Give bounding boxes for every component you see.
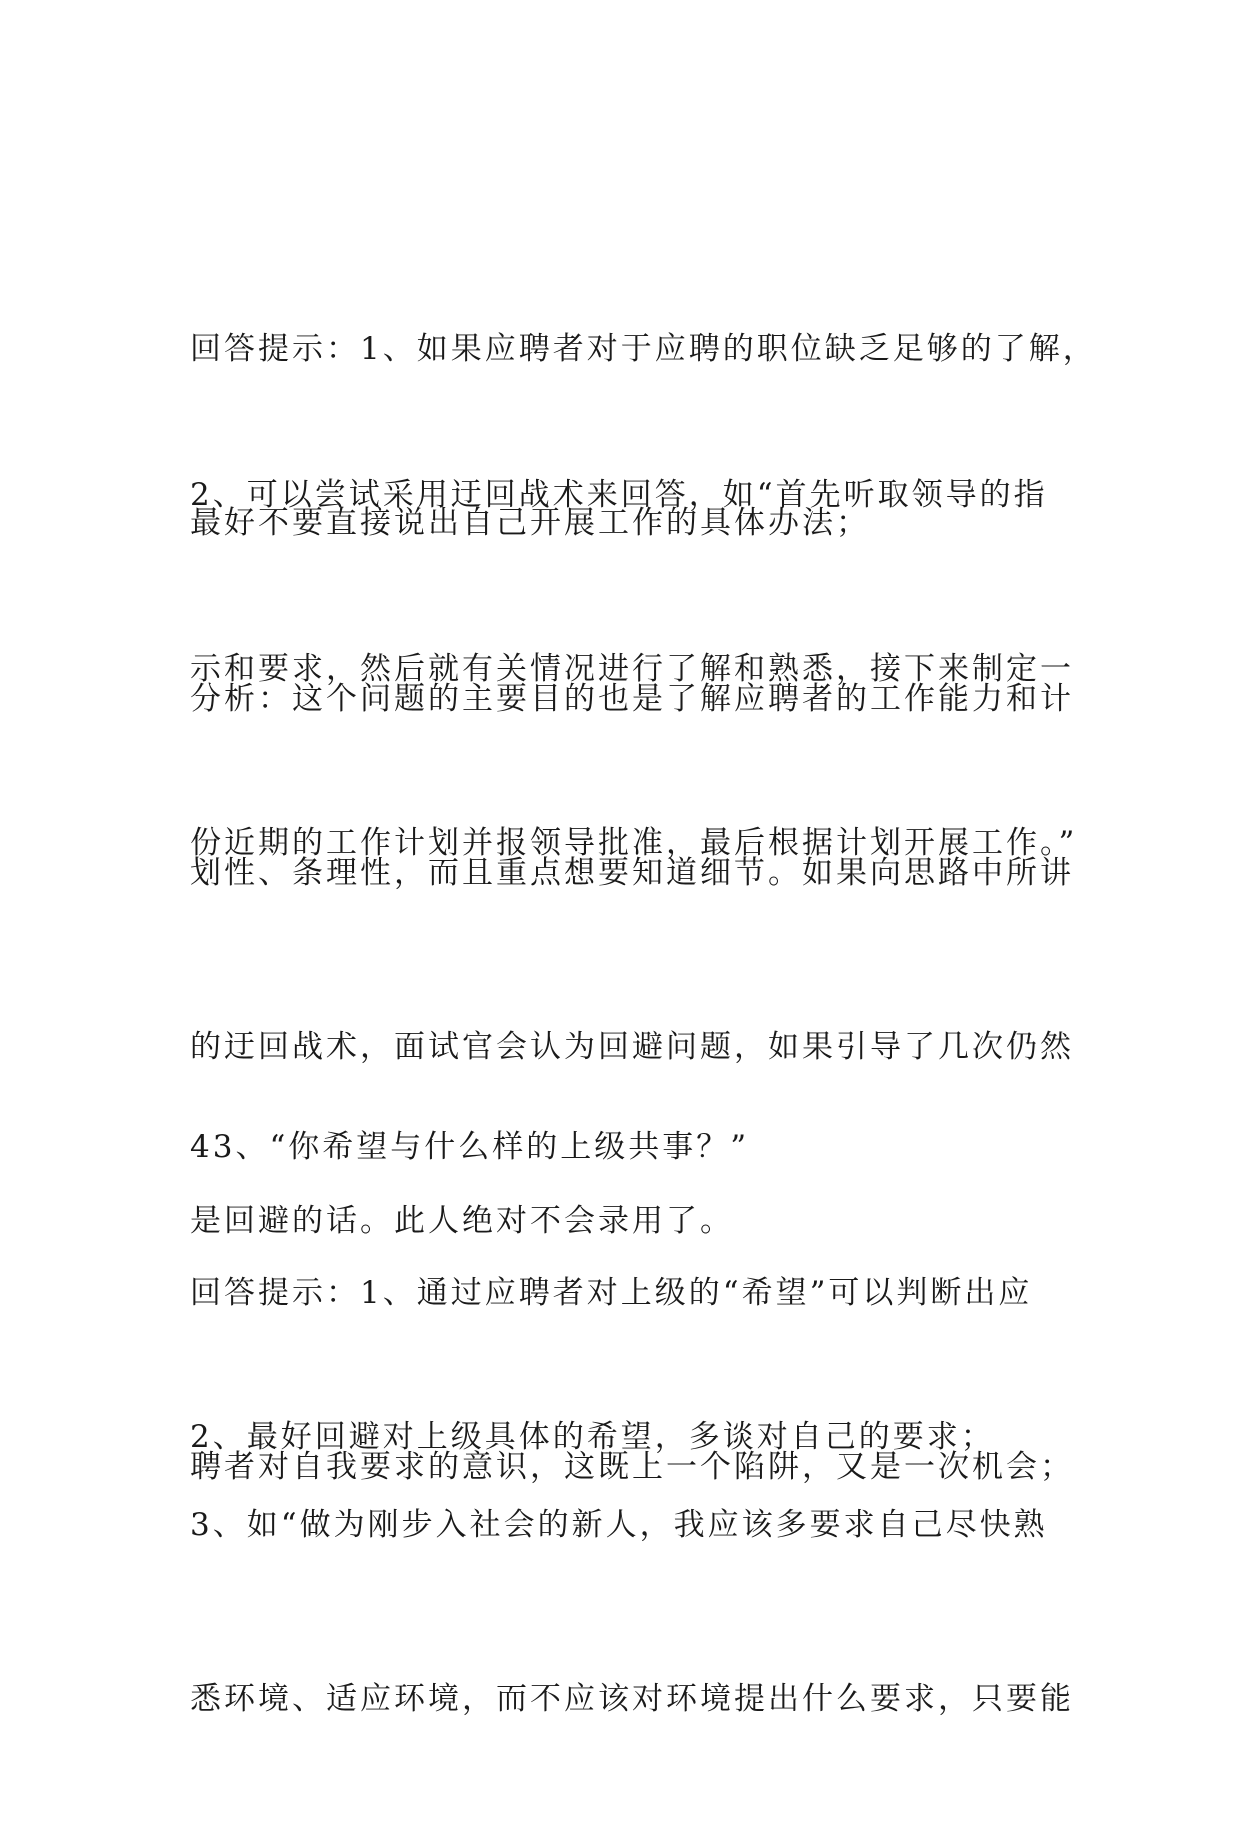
text-line: 聘者对自我要求的意识，这既上一个陷阱，又是一次机会； [190,1449,1074,1485]
text-line: 是回避的话。此人绝对不会录用了。 [190,1203,734,1239]
text-line: 示和要求，然后就有关情况进行了解和熟悉，接下来制定一 [190,651,1074,687]
text-line: 划性、条理性，而且重点想要知道细节。如果向思路中所讲 [190,855,1074,891]
text-line: 2、可以尝试采用迂回战术来回答，如“首先听取领导的指 [190,477,1048,513]
text-line: 最好不要直接说出自己开展工作的具体办法； [190,505,870,541]
text-line: 分析：这个问题的主要目的也是了解应聘者的工作能力和计 [190,681,1074,717]
text-line: 3、如“做为刚步入社会的新人，我应该多要求自己尽快熟 [190,1507,1048,1543]
text-line: 回答提示：1、如果应聘者对于应聘的职位缺乏足够的了解， [190,331,1097,367]
text-line: 2、最好回避对上级具体的希望，多谈对自己的要求； [190,1419,995,1455]
text-line: 回答提示：1、通过应聘者对上级的“希望”可以判断出应 [190,1275,1033,1311]
answer-hint-paragraph-5 [190,1380,1074,1844]
text-line: 43、“你希望与什么样的上级共事？” [190,1129,750,1165]
text-line: 份近期的工作计划并报领导批准，最后根据计划开展工作。” [190,825,1078,861]
text-line: 悉环境、适应环境，而不应该对环境提出什么要求，只要能 [190,1681,1074,1717]
text-line: 的迂回战术，面试官会认为回避问题，如果引导了几次仍然 [190,1029,1074,1065]
